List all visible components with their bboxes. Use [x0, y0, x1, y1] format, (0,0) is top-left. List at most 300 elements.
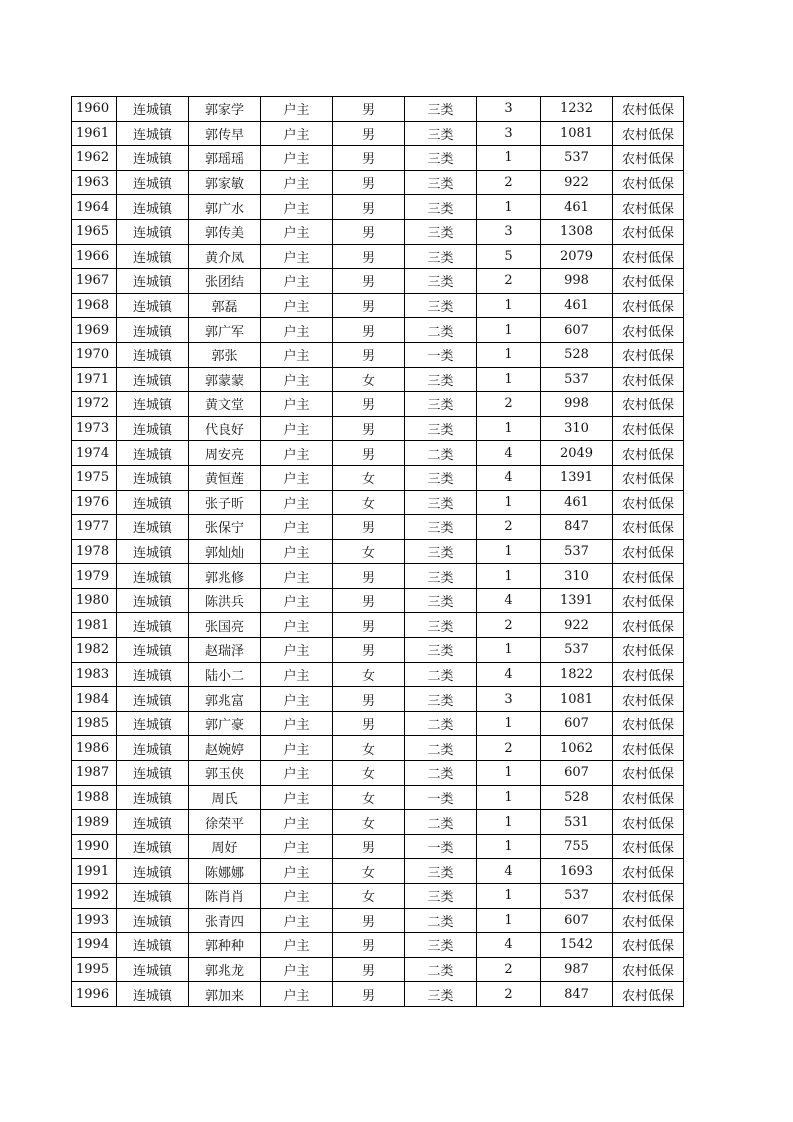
gender-cell: 男 — [333, 342, 405, 367]
amount-cell: 1693 — [541, 859, 613, 884]
amount-cell: 1062 — [541, 736, 613, 761]
amount-cell: 461 — [541, 195, 613, 220]
subsidy-type-cell: 农村低保 — [613, 121, 684, 146]
table-row — [72, 933, 684, 958]
gender-cell: 女 — [333, 539, 405, 564]
town-cell: 连城镇 — [117, 244, 189, 269]
subsidy-type-cell: 农村低保 — [613, 859, 684, 884]
relation-cell: 户主 — [261, 293, 333, 318]
category-cell: 三类 — [405, 588, 477, 613]
relation-cell: 户主 — [261, 810, 333, 835]
gender-cell: 男 — [333, 219, 405, 244]
table-row — [72, 515, 684, 540]
table-row — [72, 564, 684, 589]
category-cell: 三类 — [405, 97, 477, 122]
subsidy-type-cell: 农村低保 — [613, 687, 684, 712]
household-count-cell: 1 — [477, 146, 541, 171]
amount-cell: 528 — [541, 342, 613, 367]
relation-cell: 户主 — [261, 908, 333, 933]
row-number-cell: 1990 — [72, 834, 117, 859]
row-number-cell: 1961 — [72, 121, 117, 146]
gender-cell: 男 — [333, 244, 405, 269]
name-cell: 张青四 — [189, 908, 261, 933]
gender-cell: 男 — [333, 908, 405, 933]
amount-cell: 2079 — [541, 244, 613, 269]
amount-cell: 537 — [541, 884, 613, 909]
table-row — [72, 121, 684, 146]
category-cell: 二类 — [405, 908, 477, 933]
name-cell: 郭磊 — [189, 293, 261, 318]
household-count-cell: 1 — [477, 810, 541, 835]
amount-cell: 1232 — [541, 97, 613, 122]
row-number-cell: 1973 — [72, 416, 117, 441]
town-cell: 连城镇 — [117, 884, 189, 909]
relation-cell: 户主 — [261, 392, 333, 417]
row-number-cell: 1980 — [72, 588, 117, 613]
amount-cell: 1081 — [541, 121, 613, 146]
category-cell: 三类 — [405, 146, 477, 171]
row-number-cell: 1977 — [72, 515, 117, 540]
table-row — [72, 687, 684, 712]
relation-cell: 户主 — [261, 342, 333, 367]
relation-cell: 户主 — [261, 761, 333, 786]
name-cell: 郭传早 — [189, 121, 261, 146]
relation-cell: 户主 — [261, 416, 333, 441]
amount-cell: 1391 — [541, 588, 613, 613]
category-cell: 二类 — [405, 761, 477, 786]
row-number-cell: 1964 — [72, 195, 117, 220]
amount-cell: 607 — [541, 761, 613, 786]
table-row — [72, 736, 684, 761]
household-count-cell: 4 — [477, 465, 541, 490]
subsidy-type-cell: 农村低保 — [613, 711, 684, 736]
subsidy-type-cell: 农村低保 — [613, 515, 684, 540]
relation-cell: 户主 — [261, 269, 333, 294]
relation-cell: 户主 — [261, 884, 333, 909]
row-number-cell: 1994 — [72, 933, 117, 958]
name-cell: 黄恒莲 — [189, 465, 261, 490]
row-number-cell: 1991 — [72, 859, 117, 884]
subsidy-type-cell: 农村低保 — [613, 564, 684, 589]
relation-cell: 户主 — [261, 219, 333, 244]
category-cell: 二类 — [405, 662, 477, 687]
gender-cell: 女 — [333, 859, 405, 884]
relation-cell: 户主 — [261, 146, 333, 171]
amount-cell: 537 — [541, 367, 613, 392]
category-cell: 三类 — [405, 416, 477, 441]
amount-cell: 2049 — [541, 441, 613, 466]
table-row — [72, 662, 684, 687]
town-cell: 连城镇 — [117, 219, 189, 244]
town-cell: 连城镇 — [117, 146, 189, 171]
relation-cell: 户主 — [261, 195, 333, 220]
amount-cell: 922 — [541, 170, 613, 195]
row-number-cell: 1966 — [72, 244, 117, 269]
amount-cell: 461 — [541, 293, 613, 318]
gender-cell: 男 — [333, 441, 405, 466]
row-number-cell: 1985 — [72, 711, 117, 736]
name-cell: 陆小二 — [189, 662, 261, 687]
name-cell: 周安亮 — [189, 441, 261, 466]
table-body — [72, 97, 684, 1007]
table-row — [72, 761, 684, 786]
household-count-cell: 3 — [477, 97, 541, 122]
category-cell: 三类 — [405, 687, 477, 712]
subsidy-type-cell: 农村低保 — [613, 416, 684, 441]
name-cell: 郭张 — [189, 342, 261, 367]
amount-cell: 1308 — [541, 219, 613, 244]
row-number-cell: 1965 — [72, 219, 117, 244]
household-count-cell: 3 — [477, 687, 541, 712]
name-cell: 郭加来 — [189, 982, 261, 1007]
household-count-cell: 2 — [477, 515, 541, 540]
household-count-cell: 2 — [477, 957, 541, 982]
row-number-cell: 1988 — [72, 785, 117, 810]
table-row — [72, 785, 684, 810]
household-count-cell: 1 — [477, 638, 541, 663]
name-cell: 代良好 — [189, 416, 261, 441]
name-cell: 郭传美 — [189, 219, 261, 244]
town-cell: 连城镇 — [117, 170, 189, 195]
town-cell: 连城镇 — [117, 539, 189, 564]
gender-cell: 男 — [333, 982, 405, 1007]
household-count-cell: 1 — [477, 195, 541, 220]
gender-cell: 男 — [333, 121, 405, 146]
row-number-cell: 1970 — [72, 342, 117, 367]
category-cell: 三类 — [405, 933, 477, 958]
amount-cell: 531 — [541, 810, 613, 835]
amount-cell: 607 — [541, 908, 613, 933]
category-cell: 三类 — [405, 244, 477, 269]
row-number-cell: 1983 — [72, 662, 117, 687]
row-number-cell: 1984 — [72, 687, 117, 712]
category-cell: 三类 — [405, 219, 477, 244]
town-cell: 连城镇 — [117, 342, 189, 367]
table-row — [72, 441, 684, 466]
gender-cell: 女 — [333, 761, 405, 786]
gender-cell: 男 — [333, 588, 405, 613]
gender-cell: 女 — [333, 490, 405, 515]
town-cell: 连城镇 — [117, 367, 189, 392]
row-number-cell: 1978 — [72, 539, 117, 564]
table-row — [72, 244, 684, 269]
subsidy-type-cell: 农村低保 — [613, 908, 684, 933]
table-row — [72, 219, 684, 244]
amount-cell: 998 — [541, 269, 613, 294]
relation-cell: 户主 — [261, 638, 333, 663]
relation-cell: 户主 — [261, 318, 333, 343]
gender-cell: 女 — [333, 367, 405, 392]
town-cell: 连城镇 — [117, 564, 189, 589]
row-number-cell: 1962 — [72, 146, 117, 171]
amount-cell: 310 — [541, 416, 613, 441]
town-cell: 连城镇 — [117, 957, 189, 982]
relation-cell: 户主 — [261, 613, 333, 638]
gender-cell: 男 — [333, 170, 405, 195]
category-cell: 三类 — [405, 392, 477, 417]
table-row — [72, 293, 684, 318]
relation-cell: 户主 — [261, 244, 333, 269]
amount-cell: 528 — [541, 785, 613, 810]
subsidy-type-cell: 农村低保 — [613, 490, 684, 515]
household-count-cell: 1 — [477, 711, 541, 736]
household-count-cell: 1 — [477, 490, 541, 515]
subsidy-type-cell: 农村低保 — [613, 342, 684, 367]
gender-cell: 男 — [333, 613, 405, 638]
gender-cell: 男 — [333, 687, 405, 712]
table-row — [72, 908, 684, 933]
gender-cell: 女 — [333, 884, 405, 909]
name-cell: 郭兆龙 — [189, 957, 261, 982]
relation-cell: 户主 — [261, 539, 333, 564]
town-cell: 连城镇 — [117, 97, 189, 122]
table-row — [72, 146, 684, 171]
subsidy-type-cell: 农村低保 — [613, 785, 684, 810]
town-cell: 连城镇 — [117, 416, 189, 441]
category-cell: 三类 — [405, 195, 477, 220]
category-cell: 二类 — [405, 441, 477, 466]
household-count-cell: 3 — [477, 121, 541, 146]
name-cell: 陈洪兵 — [189, 588, 261, 613]
gender-cell: 男 — [333, 638, 405, 663]
row-number-cell: 1974 — [72, 441, 117, 466]
gender-cell: 男 — [333, 711, 405, 736]
town-cell: 连城镇 — [117, 441, 189, 466]
row-number-cell: 1968 — [72, 293, 117, 318]
subsidy-type-cell: 农村低保 — [613, 170, 684, 195]
gender-cell: 男 — [333, 293, 405, 318]
relation-cell: 户主 — [261, 711, 333, 736]
name-cell: 周好 — [189, 834, 261, 859]
household-count-cell: 4 — [477, 859, 541, 884]
subsidy-type-cell: 农村低保 — [613, 588, 684, 613]
household-count-cell: 5 — [477, 244, 541, 269]
household-count-cell: 1 — [477, 761, 541, 786]
gender-cell: 男 — [333, 834, 405, 859]
gender-cell: 男 — [333, 564, 405, 589]
household-count-cell: 1 — [477, 539, 541, 564]
name-cell: 赵瑞泽 — [189, 638, 261, 663]
household-count-cell: 2 — [477, 269, 541, 294]
relation-cell: 户主 — [261, 490, 333, 515]
row-number-cell: 1976 — [72, 490, 117, 515]
subsidy-type-cell: 农村低保 — [613, 97, 684, 122]
table-row — [72, 195, 684, 220]
name-cell: 郭灿灿 — [189, 539, 261, 564]
subsidy-type-cell: 农村低保 — [613, 219, 684, 244]
row-number-cell: 1975 — [72, 465, 117, 490]
category-cell: 三类 — [405, 982, 477, 1007]
category-cell: 三类 — [405, 859, 477, 884]
table-row — [72, 490, 684, 515]
amount-cell: 1081 — [541, 687, 613, 712]
amount-cell: 847 — [541, 982, 613, 1007]
name-cell: 张团结 — [189, 269, 261, 294]
name-cell: 郭蒙蒙 — [189, 367, 261, 392]
town-cell: 连城镇 — [117, 588, 189, 613]
name-cell: 郭瑶瑶 — [189, 146, 261, 171]
relation-cell: 户主 — [261, 465, 333, 490]
row-number-cell: 1979 — [72, 564, 117, 589]
amount-cell: 537 — [541, 638, 613, 663]
gender-cell: 男 — [333, 146, 405, 171]
relation-cell: 户主 — [261, 834, 333, 859]
category-cell: 一类 — [405, 342, 477, 367]
category-cell: 二类 — [405, 736, 477, 761]
table-row — [72, 711, 684, 736]
name-cell: 陈娜娜 — [189, 859, 261, 884]
household-count-cell: 2 — [477, 982, 541, 1007]
subsidy-type-cell: 农村低保 — [613, 392, 684, 417]
relation-cell: 户主 — [261, 367, 333, 392]
category-cell: 三类 — [405, 490, 477, 515]
amount-cell: 537 — [541, 146, 613, 171]
category-cell: 三类 — [405, 638, 477, 663]
name-cell: 郭家学 — [189, 97, 261, 122]
gender-cell: 女 — [333, 736, 405, 761]
row-number-cell: 1989 — [72, 810, 117, 835]
row-number-cell: 1986 — [72, 736, 117, 761]
name-cell: 郭种种 — [189, 933, 261, 958]
town-cell: 连城镇 — [117, 490, 189, 515]
name-cell: 周氏 — [189, 785, 261, 810]
row-number-cell: 1996 — [72, 982, 117, 1007]
household-count-cell: 4 — [477, 662, 541, 687]
name-cell: 郭广军 — [189, 318, 261, 343]
row-number-cell: 1982 — [72, 638, 117, 663]
town-cell: 连城镇 — [117, 465, 189, 490]
amount-cell: 537 — [541, 539, 613, 564]
subsidy-type-cell: 农村低保 — [613, 195, 684, 220]
row-number-cell: 1963 — [72, 170, 117, 195]
relation-cell: 户主 — [261, 564, 333, 589]
relation-cell: 户主 — [261, 785, 333, 810]
gender-cell: 男 — [333, 392, 405, 417]
relation-cell: 户主 — [261, 859, 333, 884]
category-cell: 三类 — [405, 269, 477, 294]
row-number-cell: 1992 — [72, 884, 117, 909]
town-cell: 连城镇 — [117, 662, 189, 687]
relation-cell: 户主 — [261, 121, 333, 146]
row-number-cell: 1969 — [72, 318, 117, 343]
category-cell: 三类 — [405, 367, 477, 392]
row-number-cell: 1972 — [72, 392, 117, 417]
row-number-cell: 1960 — [72, 97, 117, 122]
gender-cell: 男 — [333, 195, 405, 220]
name-cell: 陈肖肖 — [189, 884, 261, 909]
category-cell: 三类 — [405, 613, 477, 638]
subsidy-type-cell: 农村低保 — [613, 293, 684, 318]
subsidy-type-cell: 农村低保 — [613, 884, 684, 909]
amount-cell: 461 — [541, 490, 613, 515]
category-cell: 二类 — [405, 318, 477, 343]
household-count-cell: 1 — [477, 367, 541, 392]
category-cell: 二类 — [405, 711, 477, 736]
amount-cell: 987 — [541, 957, 613, 982]
household-count-cell: 2 — [477, 736, 541, 761]
table-row — [72, 170, 684, 195]
category-cell: 三类 — [405, 465, 477, 490]
name-cell: 黄介凤 — [189, 244, 261, 269]
gender-cell: 女 — [333, 810, 405, 835]
name-cell: 郭家敏 — [189, 170, 261, 195]
town-cell: 连城镇 — [117, 810, 189, 835]
household-count-cell: 4 — [477, 933, 541, 958]
relation-cell: 户主 — [261, 515, 333, 540]
gender-cell: 男 — [333, 97, 405, 122]
town-cell: 连城镇 — [117, 392, 189, 417]
subsidy-type-cell: 农村低保 — [613, 933, 684, 958]
household-count-cell: 1 — [477, 908, 541, 933]
town-cell: 连城镇 — [117, 908, 189, 933]
subsidy-type-cell: 农村低保 — [613, 318, 684, 343]
table-row — [72, 318, 684, 343]
amount-cell: 922 — [541, 613, 613, 638]
relation-cell: 户主 — [261, 687, 333, 712]
name-cell: 张保宁 — [189, 515, 261, 540]
row-number-cell: 1987 — [72, 761, 117, 786]
row-number-cell: 1993 — [72, 908, 117, 933]
amount-cell: 1542 — [541, 933, 613, 958]
amount-cell: 607 — [541, 711, 613, 736]
town-cell: 连城镇 — [117, 515, 189, 540]
name-cell: 张国亮 — [189, 613, 261, 638]
relation-cell: 户主 — [261, 170, 333, 195]
row-number-cell: 1967 — [72, 269, 117, 294]
subsidy-type-cell: 农村低保 — [613, 736, 684, 761]
household-count-cell: 1 — [477, 342, 541, 367]
table-row — [72, 957, 684, 982]
gender-cell: 男 — [333, 957, 405, 982]
gender-cell: 女 — [333, 785, 405, 810]
table-row — [72, 613, 684, 638]
household-count-cell: 1 — [477, 785, 541, 810]
subsidy-type-cell: 农村低保 — [613, 244, 684, 269]
subsidy-type-cell: 农村低保 — [613, 269, 684, 294]
amount-cell: 1391 — [541, 465, 613, 490]
subsidy-type-cell: 农村低保 — [613, 638, 684, 663]
town-cell: 连城镇 — [117, 933, 189, 958]
amount-cell: 607 — [541, 318, 613, 343]
table-row — [72, 367, 684, 392]
town-cell: 连城镇 — [117, 613, 189, 638]
name-cell: 郭广水 — [189, 195, 261, 220]
table-row — [72, 416, 684, 441]
town-cell: 连城镇 — [117, 687, 189, 712]
gender-cell: 男 — [333, 269, 405, 294]
category-cell: 一类 — [405, 785, 477, 810]
table-row — [72, 982, 684, 1007]
subsidy-type-cell: 农村低保 — [613, 957, 684, 982]
household-count-cell: 3 — [477, 219, 541, 244]
subsidy-type-cell: 农村低保 — [613, 367, 684, 392]
category-cell: 三类 — [405, 564, 477, 589]
category-cell: 三类 — [405, 121, 477, 146]
household-count-cell: 2 — [477, 392, 541, 417]
town-cell: 连城镇 — [117, 736, 189, 761]
town-cell: 连城镇 — [117, 761, 189, 786]
name-cell: 郭玉侠 — [189, 761, 261, 786]
town-cell: 连城镇 — [117, 638, 189, 663]
subsidy-type-cell: 农村低保 — [613, 441, 684, 466]
table-row — [72, 834, 684, 859]
subsidy-type-cell: 农村低保 — [613, 146, 684, 171]
subsidy-type-cell: 农村低保 — [613, 761, 684, 786]
category-cell: 三类 — [405, 293, 477, 318]
town-cell: 连城镇 — [117, 195, 189, 220]
category-cell: 三类 — [405, 170, 477, 195]
household-count-cell: 1 — [477, 318, 541, 343]
